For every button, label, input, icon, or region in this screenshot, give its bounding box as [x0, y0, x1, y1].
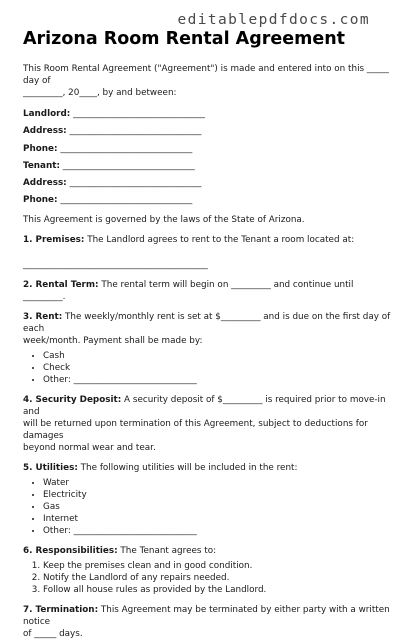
responsibilities-heading: 6. Responsibilities:: [23, 546, 118, 557]
utility-internet: • Internet: [43, 513, 393, 525]
tenant-address-field: [23, 177, 393, 189]
tenant-blank[interactable]: ______________________________: [62, 160, 195, 171]
intro-line-2: _________, 20____, by and between:: [23, 88, 177, 98]
landlord-address-label: Address:: [23, 126, 67, 137]
tenant-phone-field: [23, 194, 393, 206]
premises-text: The Landlord agrees to rent to the Tenant a room located at:: [84, 235, 355, 246]
intro-line-1: This Room Rental Agreement ("Agreement") is made and entered into on this _____ day of: [23, 64, 389, 86]
premises-blank[interactable]: __________________________________________: [23, 260, 208, 271]
utility-other[interactable]: • Other: ____________________________: [43, 525, 393, 537]
tenant-field: [23, 160, 393, 172]
deposit-text-line-2: will be returned upon termination of this Agreement, subject to deductions for damages: [23, 419, 368, 442]
responsibilities-list: [23, 560, 393, 596]
responsibility-item: 1. Keep the premises clean and in good condition.: [43, 560, 393, 572]
deposit-text-line-1: A security deposit of $_________ is required prior to move-in and: [23, 395, 386, 418]
deposit-heading: 4. Security Deposit:: [23, 395, 122, 406]
rent-heading: 3. Rent:: [23, 312, 63, 323]
tenant-address-label: Address:: [23, 178, 67, 189]
utilities-section: [23, 462, 393, 474]
landlord-blank[interactable]: ______________________________: [73, 109, 206, 119]
responsibilities-text: The Tenant agrees to:: [117, 546, 217, 557]
landlord-phone-blank[interactable]: ______________________________: [60, 143, 193, 154]
landlord-address-field: [23, 125, 393, 137]
document-title: Arizona Room Rental Agreement: [23, 29, 346, 49]
termination-text-line-1: This Agreement may be terminated by either party with a written notice: [23, 605, 390, 628]
premises-section: [23, 234, 393, 246]
utilities-list: [23, 477, 393, 537]
payment-option-cash: • Cash: [43, 350, 393, 362]
rent-text-line-1: The weekly/monthly rent is set at $_________ and is due on the first day of each: [23, 312, 391, 335]
landlord-address-blank[interactable]: ______________________________: [69, 126, 202, 137]
termination-heading: 7. Termination:: [23, 605, 99, 616]
responsibility-item: 3. Follow all house rules as provided by the Landlord.: [43, 584, 393, 596]
utility-electricity: • Electricity: [43, 489, 393, 501]
intro-paragraph: [23, 63, 393, 99]
deposit-section: [23, 394, 393, 454]
landlord-field: [23, 108, 393, 120]
termination-section: [23, 604, 393, 640]
payment-option-check: • Check: [43, 362, 393, 374]
termination-text-line-2: of _____ days.: [23, 629, 83, 640]
landlord-label: Landlord:: [23, 109, 71, 119]
landlord-phone-label: Phone:: [23, 143, 58, 154]
responsibilities-section: [23, 545, 393, 557]
party-fields: [23, 108, 393, 206]
rental-term-section: [23, 279, 393, 303]
rent-text-line-2: week/month. Payment shall be made by:: [23, 336, 203, 347]
site-watermark: editablepdfdocs.com: [177, 12, 370, 28]
governing-law-text: This Agreement is governed by the laws of the State of Arizona.: [23, 215, 305, 226]
utilities-text: The following utilities will be included in the rent:: [77, 463, 298, 474]
tenant-phone-blank[interactable]: ______________________________: [60, 195, 193, 206]
landlord-phone-field: [23, 143, 393, 155]
rental-term-text: The rental term will begin on _________ and continue until _________.: [23, 280, 354, 303]
utility-water: • Water: [43, 477, 393, 489]
deposit-text-line-3: beyond normal wear and tear.: [23, 443, 156, 454]
utility-gas: • Gas: [43, 501, 393, 513]
payment-option-other[interactable]: • Other: ____________________________: [43, 374, 393, 386]
agreement-document: [23, 29, 393, 640]
tenant-address-blank[interactable]: ______________________________: [69, 178, 202, 189]
utilities-heading: 5. Utilities:: [23, 463, 78, 474]
responsibility-item: 2. Notify the Landlord of any repairs needed.: [43, 572, 393, 584]
rent-section: [23, 311, 393, 347]
rental-term-heading: 2. Rental Term:: [23, 280, 99, 291]
tenant-phone-label: Phone:: [23, 195, 58, 206]
premises-heading: 1. Premises:: [23, 235, 85, 246]
tenant-label: Tenant:: [23, 160, 60, 171]
payment-method-list: [23, 350, 393, 386]
